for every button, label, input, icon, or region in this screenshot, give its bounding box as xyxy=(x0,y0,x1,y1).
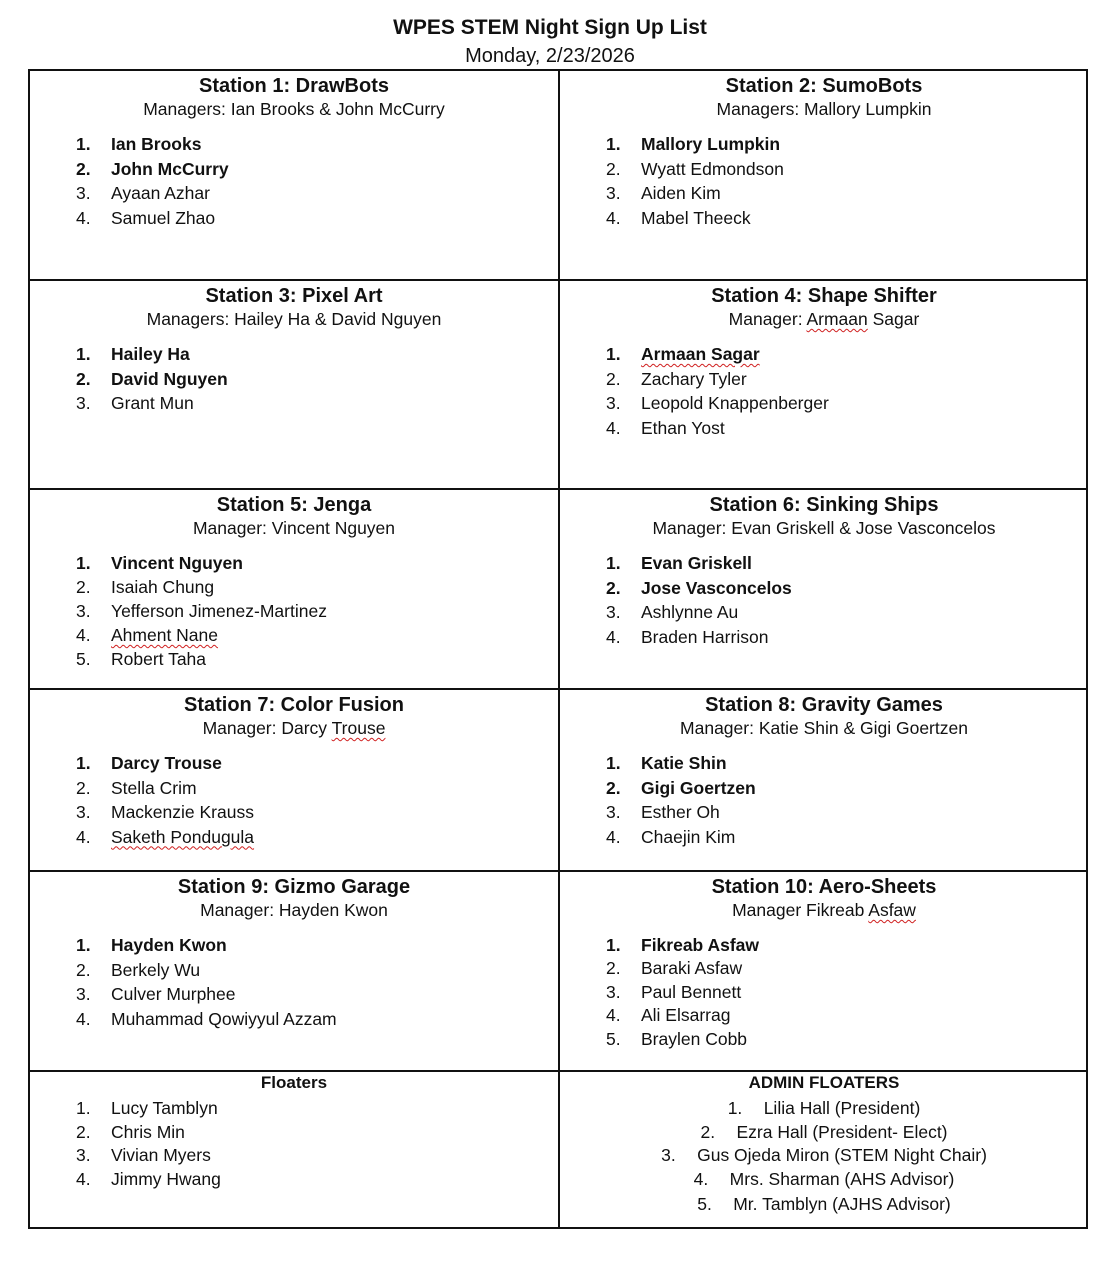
signup-table xyxy=(28,69,1088,1229)
item-number: 3. xyxy=(76,984,91,1004)
item-number: 1. xyxy=(76,935,91,955)
roster-item xyxy=(76,933,558,958)
roster-item xyxy=(606,181,1088,206)
roster-item xyxy=(606,416,1088,441)
member-name: Vivian Myers xyxy=(111,1145,211,1165)
member-name: Katie Shin xyxy=(641,753,727,773)
item-number: 4. xyxy=(606,826,621,847)
roster-item xyxy=(76,342,558,367)
member-name: Vincent Nguyen xyxy=(111,553,243,573)
station-roster xyxy=(30,132,558,230)
member-name: Fikreab Asfaw xyxy=(641,935,760,955)
station-cell-2 xyxy=(560,71,1088,279)
roster-item xyxy=(606,751,1088,776)
member-name: Darcy Trouse xyxy=(111,753,222,773)
member-name: Aiden Kim xyxy=(641,183,721,203)
item-number: 4. xyxy=(606,1005,621,1025)
member-name: Berkely Wu xyxy=(111,959,201,980)
item-number: 3. xyxy=(606,802,621,822)
roster-item xyxy=(76,825,558,850)
station-manager: Managers: Mallory Lumpkin xyxy=(716,99,932,119)
item-number: 4. xyxy=(76,826,91,847)
member-name: Hailey Ha xyxy=(111,344,190,364)
station-cell-1 xyxy=(30,71,558,279)
station-title: Station 8: Gravity Games xyxy=(705,694,943,716)
roster-item xyxy=(606,157,1088,182)
station-manager: Manager: Evan Griskell & Jose Vasconcelos xyxy=(652,518,996,538)
station-roster xyxy=(560,551,1088,649)
spellcheck-word: Trouse xyxy=(331,718,386,738)
member-name: Braden Harrison xyxy=(641,626,769,647)
member-name: Leopold Knappenberger xyxy=(641,393,829,413)
item-number: 1. xyxy=(727,1098,743,1118)
admin-floaters-title: ADMIN FLOATERS xyxy=(748,1073,900,1092)
roster-item xyxy=(606,600,1088,625)
item-number: 1. xyxy=(606,753,621,773)
member-name: Robert Taha xyxy=(111,649,207,669)
roster-item xyxy=(76,1007,558,1032)
spellcheck-word: Asfaw xyxy=(868,900,916,920)
station-manager: Manager: Darcy Trouse xyxy=(202,718,386,738)
item-number: 1. xyxy=(606,553,621,573)
station-title: Station 10: Aero-Sheets xyxy=(711,876,937,898)
roster-item xyxy=(606,625,1088,650)
station-cell-4 xyxy=(560,281,1088,488)
member-name: Gus Ojeda Miron (STEM Night Chair) xyxy=(697,1145,987,1165)
roster-item xyxy=(606,800,1088,825)
station-manager: Manager: Armaan Sagar xyxy=(728,309,920,329)
member-name: Evan Griskell xyxy=(641,553,752,573)
member-name: Saketh Pondugula xyxy=(111,826,255,847)
admin-floater-item xyxy=(560,1144,1088,1168)
event-date: Monday, 2/23/2026 xyxy=(465,45,635,67)
item-number: 1. xyxy=(606,134,621,154)
item-number: 2. xyxy=(76,577,91,597)
member-name: Ahment Nane xyxy=(111,625,219,645)
member-name: David Nguyen xyxy=(111,368,228,389)
item-number: 2. xyxy=(606,368,621,389)
station-title: Station 3: Pixel Art xyxy=(205,285,383,307)
item-number: 4. xyxy=(606,626,621,647)
roster-item xyxy=(606,576,1088,601)
member-name: Chris Min xyxy=(111,1121,185,1142)
item-number: 2. xyxy=(606,777,621,798)
item-number: 2. xyxy=(606,958,621,978)
item-number: 4. xyxy=(606,207,621,228)
roster-item xyxy=(606,342,1088,367)
member-name: Baraki Asfaw xyxy=(641,958,743,978)
roster-item xyxy=(76,181,558,206)
station-manager: Managers: Ian Brooks & John McCurry xyxy=(143,99,445,119)
station-title: Station 9: Gizmo Garage xyxy=(177,876,411,898)
item-number: 3. xyxy=(606,183,621,203)
member-name: Ian Brooks xyxy=(111,134,202,154)
item-number: 3. xyxy=(606,981,621,1002)
item-number: 2. xyxy=(76,959,91,980)
item-number: 3. xyxy=(661,1145,676,1165)
floater-item xyxy=(76,1144,558,1168)
station-title: Station 7: Color Fusion xyxy=(184,694,404,716)
station-roster xyxy=(560,342,1088,440)
roster-item xyxy=(76,800,558,825)
floaters-list xyxy=(30,1097,558,1191)
roster-item xyxy=(606,825,1088,850)
item-number: 1. xyxy=(76,1098,91,1118)
roster-item xyxy=(76,206,558,231)
member-name: Armaan Sagar xyxy=(641,344,760,364)
item-number: 4. xyxy=(76,625,91,645)
member-name: Stella Crim xyxy=(111,777,197,798)
roster-item xyxy=(606,1004,1088,1028)
member-name: Mr. Tamblyn (AJHS Advisor) xyxy=(733,1194,951,1214)
member-name: Braylen Cobb xyxy=(641,1028,748,1049)
spellcheck-word: Armaan xyxy=(806,309,868,329)
item-number: 2. xyxy=(606,158,621,179)
floaters-title: Floaters xyxy=(260,1073,328,1092)
station-manager: Manager Fikreab Asfaw xyxy=(732,900,916,920)
admin-floater-item xyxy=(560,1191,1088,1218)
station-roster xyxy=(30,933,558,1031)
station-cell-8 xyxy=(560,690,1088,870)
station-cell-5 xyxy=(30,490,558,688)
member-name: Wyatt Edmondson xyxy=(641,158,784,179)
station-roster xyxy=(30,342,558,416)
station-cell-7 xyxy=(30,690,558,870)
roster-item xyxy=(76,157,558,182)
item-number: 2. xyxy=(76,777,91,798)
station-cell-3 xyxy=(30,281,558,488)
member-name: Ethan Yost xyxy=(641,417,725,438)
item-number: 5. xyxy=(76,649,91,669)
member-name: Mackenzie Krauss xyxy=(111,802,254,822)
item-number: 2. xyxy=(76,158,91,179)
item-number: 2. xyxy=(700,1121,716,1142)
roster-item xyxy=(76,132,558,157)
member-name: John McCurry xyxy=(111,158,229,179)
station-roster xyxy=(560,132,1088,230)
member-name: Yefferson Jimenez-Martinez xyxy=(111,601,327,621)
member-name: Lucy Tamblyn xyxy=(111,1098,218,1118)
station-title: Station 6: Sinking Ships xyxy=(709,494,939,516)
item-number: 3. xyxy=(606,393,621,413)
item-number: 2. xyxy=(76,368,91,389)
item-number: 3. xyxy=(76,1145,91,1165)
item-number: 1. xyxy=(76,553,91,573)
admin-floaters-list xyxy=(560,1097,1088,1218)
item-number: 4. xyxy=(606,417,621,438)
item-number: 3. xyxy=(76,601,91,621)
admin-floater-item xyxy=(560,1168,1088,1192)
floaters-cell xyxy=(30,1072,558,1227)
station-title: Station 4: Shape Shifter xyxy=(711,285,937,307)
member-name: Mabel Theeck xyxy=(641,207,751,228)
member-name: Gigi Goertzen xyxy=(641,777,756,798)
member-name: Culver Murphee xyxy=(111,984,236,1004)
item-number: 1. xyxy=(76,344,91,364)
roster-item xyxy=(76,391,558,416)
station-manager: Manager: Katie Shin & Gigi Goertzen xyxy=(680,718,968,738)
roster-item xyxy=(76,647,558,671)
station-manager: Manager: Vincent Nguyen xyxy=(192,518,396,538)
item-number: 4. xyxy=(76,1168,91,1189)
roster-item xyxy=(606,1028,1088,1052)
roster-item xyxy=(606,551,1088,576)
member-name: Zachary Tyler xyxy=(641,368,747,389)
station-manager: Managers: Hailey Ha & David Nguyen xyxy=(146,309,442,329)
item-number: 1. xyxy=(606,344,621,364)
roster-item xyxy=(606,367,1088,392)
member-name: Ashlynne Au xyxy=(641,602,739,622)
item-number: 1. xyxy=(606,935,621,955)
roster-item xyxy=(606,206,1088,231)
roster-item xyxy=(606,132,1088,157)
member-name: Grant Mun xyxy=(111,393,194,413)
member-name: Jimmy Hwang xyxy=(111,1168,221,1189)
member-name: Chaejin Kim xyxy=(641,826,736,847)
station-title: Station 5: Jenga xyxy=(216,494,372,516)
admin-floater-item xyxy=(560,1097,1088,1121)
floater-item xyxy=(76,1168,558,1192)
roster-item xyxy=(606,391,1088,416)
station-title: Station 2: SumoBots xyxy=(725,75,923,97)
item-number: 4. xyxy=(76,1008,91,1029)
station-roster xyxy=(30,551,558,671)
roster-item xyxy=(76,751,558,776)
roster-item xyxy=(606,957,1088,981)
member-name: Samuel Zhao xyxy=(111,207,216,228)
roster-item xyxy=(76,982,558,1007)
document-title: WPES STEM Night Sign Up List xyxy=(393,16,707,39)
roster-item xyxy=(606,776,1088,801)
station-manager: Manager: Hayden Kwon xyxy=(200,900,388,920)
member-name: Ali Elsarrag xyxy=(641,1005,731,1025)
item-number: 4. xyxy=(76,207,91,228)
item-number: 1. xyxy=(76,753,91,773)
item-number: 2. xyxy=(76,1121,91,1142)
item-number: 2. xyxy=(606,577,621,598)
member-name: Lilia Hall (President) xyxy=(763,1098,921,1118)
station-cell-6 xyxy=(560,490,1088,688)
member-name: Hayden Kwon xyxy=(111,935,227,955)
roster-item xyxy=(76,367,558,392)
member-name: Paul Bennett xyxy=(641,981,742,1002)
station-roster xyxy=(30,751,558,849)
member-name: Ayaan Azhar xyxy=(111,183,210,203)
station-cell-10 xyxy=(560,872,1088,1070)
roster-item xyxy=(76,623,558,647)
admin-floaters-cell xyxy=(560,1072,1088,1227)
member-name: Isaiah Chung xyxy=(111,577,215,597)
station-title: Station 1: DrawBots xyxy=(198,75,390,97)
item-number: 4. xyxy=(693,1168,709,1189)
item-number: 5. xyxy=(606,1028,621,1049)
member-name: Mrs. Sharman (AHS Advisor) xyxy=(729,1168,955,1189)
item-number: 5. xyxy=(697,1194,712,1214)
roster-item xyxy=(76,958,558,983)
roster-item xyxy=(76,599,558,623)
member-name: Mallory Lumpkin xyxy=(641,134,781,154)
member-name: Ezra Hall (President- Elect) xyxy=(736,1121,948,1142)
floater-item xyxy=(76,1121,558,1145)
roster-item xyxy=(76,776,558,801)
item-number: 3. xyxy=(76,393,91,413)
item-number: 1. xyxy=(76,134,91,154)
station-roster xyxy=(560,933,1088,1051)
roster-item xyxy=(76,575,558,599)
item-number: 3. xyxy=(606,602,621,622)
member-name: Jose Vasconcelos xyxy=(641,577,792,598)
admin-floater-item xyxy=(560,1121,1088,1145)
item-number: 3. xyxy=(76,183,91,203)
floater-item xyxy=(76,1097,558,1121)
roster-item xyxy=(606,933,1088,957)
roster-item xyxy=(76,551,558,575)
member-name: Muhammad Qowiyyul Azzam xyxy=(111,1008,337,1029)
member-name: Esther Oh xyxy=(641,802,720,822)
station-roster xyxy=(560,751,1088,849)
roster-item xyxy=(606,981,1088,1005)
item-number: 3. xyxy=(76,802,91,822)
station-cell-9 xyxy=(30,872,558,1070)
